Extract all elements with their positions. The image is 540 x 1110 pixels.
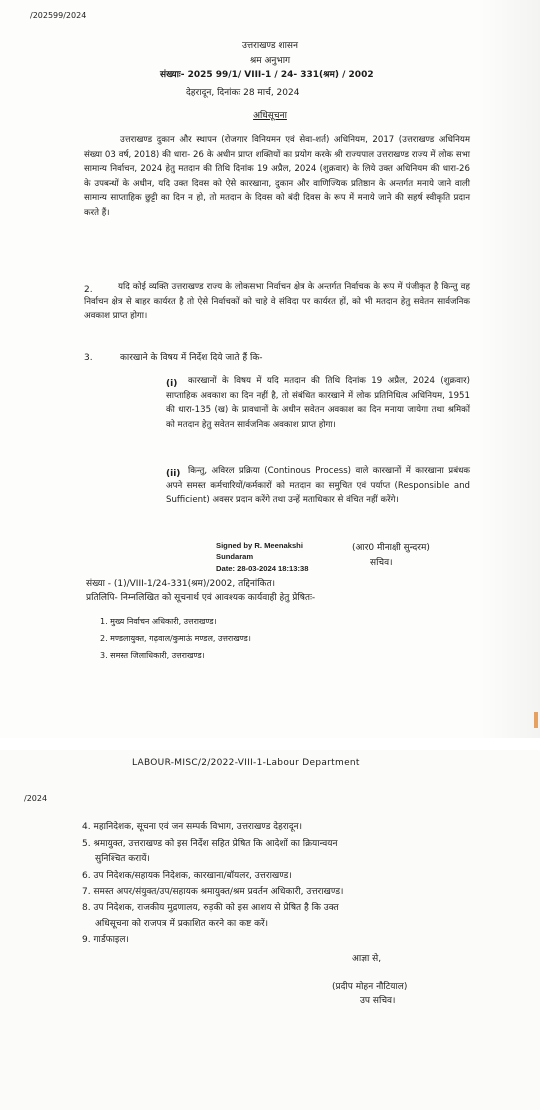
paragraph-2: यदि कोई व्यक्ति उत्तराखण्ड राज्य के लोकसभा निर्वाचन क्षेत्र के अन्तर्गत निर्वाचक के रूप में पंजीकृत है किन्तु वह निर्वाचन क्षेत्र से बाहर कार्यरत है तो ऐसे निर्वाचकों को चाहे वे संविदा पर कार्यरत हों, को भी मतदान हेतु सवेतन सार्वजनिक अवकाश प्राप्त होगा। (84, 282, 470, 322)
sub-clause-ii-number: (ii) (166, 469, 181, 479)
page-header: LABOUR-MISC/2/2022-VIII-1-Labour Department (132, 758, 360, 768)
copy-list-item: 7. समस्त अपर/संयुक्त/उप/सहायक श्रमायुक्त/श्रम प्रवर्तन अधिकारी, उत्तराखण्ड। (82, 887, 344, 897)
signatory-title: उप सचिव। (360, 996, 396, 1006)
copy-list-item: 6. उप निदेशक/सहायक निदेशक, कारखाना/बॉयलर, उत्तराखण्ड। (82, 871, 292, 881)
government-name: उत्तराखण्ड शासन (241, 41, 298, 51)
copy-list-item: 2. मण्डलायुक्त, गढ़वाल/कुमाऊं मण्डल, उत्तराखण्ड। (100, 634, 251, 643)
paragraph-3-number: 3. (84, 353, 93, 363)
copy-reference-number: संख्या - (1)/VIII-1/24-331(श्रम)/2002, तद्दिनांकित। (86, 579, 276, 589)
copy-list-item: 1. मुख्य निर्वाचन अधिकारी, उत्तराखण्ड। (100, 617, 217, 626)
page-separator (0, 738, 540, 750)
sub-clause-ii: किन्तु, अविरल प्रक्रिया (Continous Process) वाले कारखानों में कारखाना प्रबंधक अपने समस्त कर्मचारियों/कर्मकारों को मतदान का समुचित एवं पर्याप्त (Responsible and Sufficient) अवसर प्रदान करेंगे तथा उन्हें मताधिकार से वंचित नहीं करेंगे। (166, 466, 470, 506)
document-number: संख्याः- 2025 99/1/ VIII-1 / 24- 331(श्रम) / 2002 (160, 70, 374, 80)
copy-list-item: 5. श्रमायुक्त, उत्तराखण्ड को इस निर्देश सहित प्रेषित कि आदेशों का क्रियान्वयन (82, 839, 338, 849)
reference-stamp: /2024 (24, 794, 48, 803)
copy-list-item: 4. महानिदेशक, सूचना एवं जन सम्पर्क विभाग, उत्तराखण्ड देहरादून। (82, 822, 303, 832)
signatory-name: (आर0 मीनाक्षी सुन्दरम) (352, 543, 430, 553)
copy-list-item: 8. उप निदेशक, राजकीय मुद्रणालय, रुड़की को इस आशय से प्रेषित है कि उक्त (82, 903, 339, 913)
sub-clause-i-number: (i) (166, 379, 178, 389)
document-page-2 (0, 750, 540, 1110)
signatory-name: (प्रदीप मोहन नौटियाल) (332, 982, 408, 992)
digital-signature-line-2: Sundaram (216, 552, 254, 561)
page-corner-mark (534, 712, 538, 728)
paragraph-3: कारखाने के विषय में निर्देश दिये जाते हैं कि- (120, 353, 263, 363)
signatory-title: सचिव। (370, 558, 393, 568)
copy-list-item-continuation: अधिसूचना को राजपत्र में प्रकाशित करने का कष्ट करें। (95, 919, 269, 929)
paragraph-2-number: 2. (84, 285, 93, 295)
reference-stamp: /202599/2024 (30, 11, 87, 20)
digital-signature-line-1: Signed by R. Meenakshi (216, 541, 303, 550)
copy-list-item-continuation: सुनिश्चित करायें। (95, 854, 150, 864)
notification-title: अधिसूचना (253, 111, 287, 121)
sub-clause-i: कारखानों के विषय में यदि मतदान की तिथि दिनांक 19 अप्रैल, 2024 (शुक्रवार) साप्ताहिक अवकाश का दिन नहीं है, तो संबंधित कारखाने में लोक प्रतिनिधित्व अधिनियम, 1951 की धारा-135 (ख) के प्रावधानों के अधीन सवेतन अवकाश का दिन मनाया जायेगा तथा श्रमिकों को मतदान हेतु सवेतन सार्वजनिक अवकाश प्राप्त होगा। (166, 376, 470, 430)
copy-list-item: 9. गार्डफाइल। (82, 935, 129, 945)
department-name: श्रम अनुभाग (249, 56, 291, 66)
copy-list-item: 3. समस्त जिलाधिकारी, उत्तराखण्ड। (100, 651, 205, 660)
paragraph-1: उत्तराखण्ड दुकान और स्थापन (रोजगार विनियमन एवं सेवा-शर्त) अधिनियम, 2017 (उत्तराखण्ड अधिनियम संख्या 03 वर्ष, 2018) की धारा- 26 के अधीन प्राप्त शक्तियों का प्रयोग करके श्री राज्यपाल उत्तराखण्ड राज्य में लोक सभा सामान्य निर्वाचन, 2024 हेतु मतदान की तिथि दिनांक 19 अप्रैल, 2024 (शुक्रवार) के लिये उक्त अधिनियम की धारा-26 के उपबन्धों के अधीन, यदि उक्त दिवस को ऐसे कारखाना, दुकान और वाणिज्यिक प्रतिष्ठान के अन्तर्गत मनाये जाने वाली सामान्य साप्ताहिक छुट्टी का दिन न हो, तो मतदान के दिवस को बंदी दिवस के रूप में मनाये जाने की सहर्ष स्वीकृति प्रदान करते हैं। (84, 135, 470, 218)
order-line: आज्ञा से, (352, 954, 382, 964)
copy-intro: प्रतिलिपि- निम्नलिखित को सूचनार्थ एवं आवश्यक कार्यवाही हेतु प्रेषितः- (86, 593, 316, 603)
digital-signature-date: Date: 28-03-2024 18:13:38 (216, 564, 309, 573)
place-and-date: देहरादून, दिनांकः 28 मार्च, 2024 (186, 88, 300, 98)
